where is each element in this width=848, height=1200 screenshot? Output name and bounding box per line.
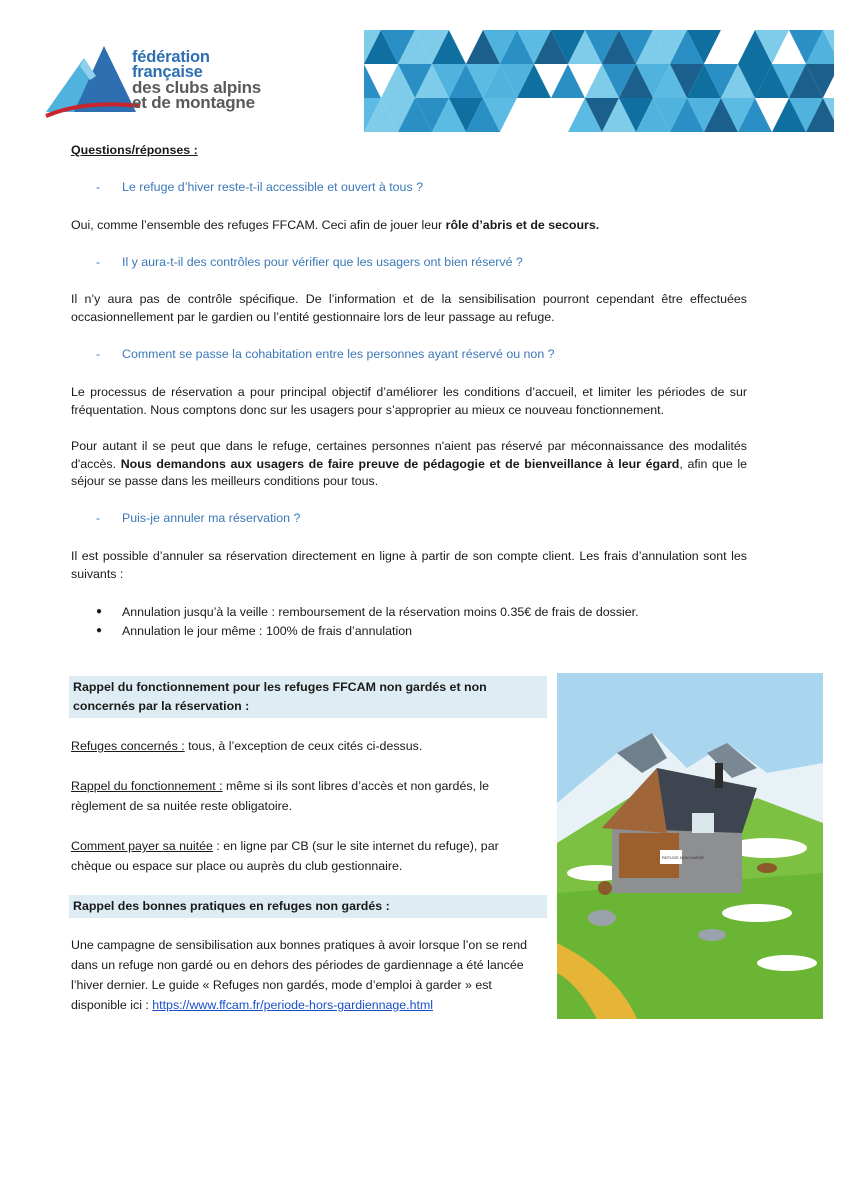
list-item-text: Annulation jusqu’à la veille : remboursement de la réservation moins 0.35€ de frais de dossier. (122, 605, 639, 619)
bullet-icon: ● (96, 606, 103, 617)
logo-line-3: et de montagne (132, 93, 255, 112)
bonnes-pratiques-text (71, 935, 541, 1015)
triangle-pattern-banner (364, 30, 834, 132)
answer-bold: Nous demandons aux usagers de faire preuve de pédagogie et de bienveillance à leur égard (120, 456, 680, 471)
bonnes-text: Une campagne de sensibilisation aux bonnes pratiques à avoir lorsque l’on se rend dans un refuge non gardé ou en dehors des périodes de gardiennage a été lancée l’hiver dernier. Le guide « Refuges non gardés, mode d’emploi à garder » est disponible ici : (71, 938, 527, 1012)
fonctionnement-label: Rappel du fonctionnement : (71, 779, 223, 793)
ffcam-logo[interactable] (44, 40, 284, 122)
concernes-label: Refuges concernés : (71, 739, 185, 753)
answer-3: Le processus de réservation a pour principal objectif d’améliorer les conditions d’accueil, et limiter les périodes de sur fréquentation. Nous comptons donc sur les usagers pour s’approprier au mieux ce nouveau fonctionnement. (71, 385, 747, 417)
bonnes-pratiques-title: Rappel des bonnes pratiques en refuges non gardés : (69, 895, 547, 918)
answer-text: Pour autant il se peut que dans le refuge, certaines personnes n'aient pas réservé par méconnaissance des modalités d'accès. (71, 439, 747, 471)
list-item (96, 622, 736, 641)
question-dash: - (96, 255, 101, 269)
list-item (96, 603, 736, 622)
logo-line-2: des clubs alpins (132, 78, 262, 97)
question-dash: - (96, 511, 101, 525)
answer-bold: rôle d’abris et de secours. (445, 218, 600, 232)
question-3 (96, 347, 555, 361)
question-1 (96, 180, 423, 194)
question-4 (96, 511, 300, 525)
question-dash: - (96, 347, 101, 361)
answer-1 (71, 217, 747, 235)
header (0, 0, 848, 140)
cancellation-list (96, 603, 736, 640)
question-text: Le refuge d’hiver reste-t-il accessible et ouvert à tous ? (122, 180, 423, 194)
answer-3b (71, 438, 747, 491)
rappel-title: Rappel du fonctionnement pour les refuges FFCAM non gardés et non concernés par la réservation : (69, 676, 547, 718)
refuges-concernes (71, 736, 541, 756)
guide-link[interactable]: https://www.ffcam.fr/periode-hors-gardiennage.html (152, 998, 434, 1012)
question-text: Il y aura-t-il des contrôles pour vérifier que les usagers ont bien réservé ? (122, 255, 523, 269)
fonctionnement-text: même si ils sont libres d’accès et non gardés, le règlement de sa nuitée reste obligatoire. (71, 779, 490, 813)
answer-text: , afin que le séjour se passe dans les meilleurs conditions pour tous. (71, 456, 748, 488)
payer-label: Comment payer sa nuitée (71, 839, 213, 853)
bullet-icon: ● (96, 624, 103, 636)
answer-text: Oui, comme l’ensemble des refuges FFCAM. Ceci afin de jouer leur (71, 218, 446, 232)
question-text: Puis-je annuler ma réservation ? (122, 511, 301, 525)
qa-heading: Questions/réponses : (71, 143, 198, 157)
answer-4: Il est possible d’annuler sa réservation directement en ligne à partir de son compte client. Les frais d’annulation sont les suivants : (71, 549, 747, 581)
list-item-text: Annulation le jour même : 100% de frais d’annulation (122, 623, 412, 638)
payer-text: : en ligne par CB (sur le site internet du refuge), par chèque ou espace sur place ou auprès du club gestionnaire. (71, 839, 499, 873)
question-2 (96, 255, 523, 269)
refuge-illustration (557, 673, 823, 1019)
rappel-fonctionnement (71, 776, 541, 816)
logo-text (132, 50, 284, 110)
concernes-text: tous, à l’exception de ceux cités ci-dessus. (184, 739, 423, 753)
answer-2: Il n’y aura pas de contrôle spécifique. De l’information et de la sensibilisation pourront cependant être effectuées occasionnellement par le gardien ou l’entité gestionnaire lors de leur passage au refuge. (71, 292, 747, 324)
mountain-logo-icon (44, 40, 144, 122)
comment-payer (71, 836, 541, 876)
logo-line-1: fédération française (132, 48, 210, 81)
refuge-sign: REFUGE NON GARDÉ (662, 855, 705, 860)
question-text: Comment se passe la cohabitation entre les personnes ayant réservé ou non ? (122, 347, 555, 361)
question-dash: - (96, 180, 101, 194)
